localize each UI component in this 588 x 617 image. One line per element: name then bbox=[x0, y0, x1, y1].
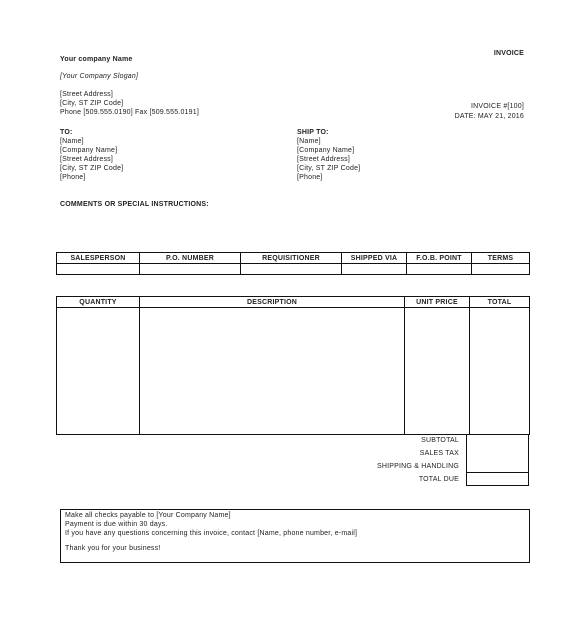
note-line: Thank you for your business! bbox=[65, 545, 161, 552]
column-header-requisitioner: REQUISITIONER bbox=[241, 253, 342, 264]
table-row bbox=[57, 264, 530, 275]
ship-to-line: [Company Name] bbox=[297, 147, 355, 154]
line-items-table bbox=[56, 296, 530, 435]
note-line: Make all checks payable to [Your Company Name] bbox=[65, 512, 231, 519]
to-label: TO: bbox=[60, 129, 73, 136]
terms-cell[interactable] bbox=[472, 264, 530, 275]
sales-tax-label: SALES TAX bbox=[419, 450, 459, 457]
company-phone-fax: Phone [509.555.0190] Fax [509.555.0191] bbox=[60, 109, 199, 116]
column-header-terms: TERMS bbox=[472, 253, 530, 264]
order-info-table bbox=[56, 252, 530, 275]
shipping-label: SHIPPING & HANDLING bbox=[377, 463, 459, 470]
to-block bbox=[60, 128, 123, 182]
ship-to-line: [Name] bbox=[297, 138, 321, 145]
company-address bbox=[60, 90, 199, 117]
ship-to-label: SHIP TO: bbox=[297, 129, 329, 136]
comments-label: COMMENTS OR SPECIAL INSTRUCTIONS: bbox=[60, 201, 209, 208]
ship-to-line: [Street Address] bbox=[297, 156, 351, 163]
requisitioner-cell[interactable] bbox=[241, 264, 342, 275]
invoice-date: DATE: MAY 21, 2016 bbox=[454, 113, 524, 120]
to-line: [City, ST ZIP Code] bbox=[60, 165, 124, 172]
shipped-via-cell[interactable] bbox=[342, 264, 407, 275]
column-header-unit-price: UNIT PRICE bbox=[405, 297, 470, 308]
to-line: [Phone] bbox=[60, 174, 86, 181]
ship-to-block bbox=[297, 128, 360, 182]
column-header-description: DESCRIPTION bbox=[140, 297, 405, 308]
column-header-salesperson: SALESPERSON bbox=[57, 253, 140, 264]
company-slogan: [Your Company Slogan] bbox=[60, 73, 139, 80]
ship-to-line: [City, ST ZIP Code] bbox=[297, 165, 361, 172]
note-line: Payment is due within 30 days. bbox=[65, 521, 168, 528]
totals-box bbox=[466, 434, 529, 486]
column-header-fob-point: F.O.B. POINT bbox=[407, 253, 472, 264]
company-name: Your company Name bbox=[60, 56, 133, 63]
to-line: [Company Name] bbox=[60, 147, 118, 154]
unit-price-cell[interactable] bbox=[405, 308, 470, 435]
ship-to-line: [Phone] bbox=[297, 174, 323, 181]
to-line: [Street Address] bbox=[60, 156, 114, 163]
column-header-shipped-via: SHIPPED VIA bbox=[342, 253, 407, 264]
column-header-total: TOTAL bbox=[470, 297, 530, 308]
to-line: [Name] bbox=[60, 138, 84, 145]
note-line: If you have any questions concerning this invoice, contact [Name, phone number, e-mail] bbox=[65, 530, 358, 537]
company-city: [City, ST ZIP Code] bbox=[60, 100, 124, 107]
column-header-quantity: QUANTITY bbox=[57, 297, 140, 308]
description-cell[interactable] bbox=[140, 308, 405, 435]
po-number-cell[interactable] bbox=[140, 264, 241, 275]
table-row bbox=[57, 308, 530, 435]
fob-point-cell[interactable] bbox=[407, 264, 472, 275]
company-street: [Street Address] bbox=[60, 91, 114, 98]
column-header-po-number: P.O. NUMBER bbox=[140, 253, 241, 264]
payment-note-box bbox=[60, 509, 530, 563]
total-due-divider bbox=[467, 472, 528, 473]
total-cell[interactable] bbox=[470, 308, 530, 435]
invoice-number: INVOICE #[100] bbox=[471, 103, 524, 110]
quantity-cell[interactable] bbox=[57, 308, 140, 435]
subtotal-label: SUBTOTAL bbox=[421, 437, 459, 444]
total-due-label: TOTAL DUE bbox=[418, 476, 459, 483]
salesperson-cell[interactable] bbox=[57, 264, 140, 275]
invoice-title: INVOICE bbox=[493, 50, 524, 57]
